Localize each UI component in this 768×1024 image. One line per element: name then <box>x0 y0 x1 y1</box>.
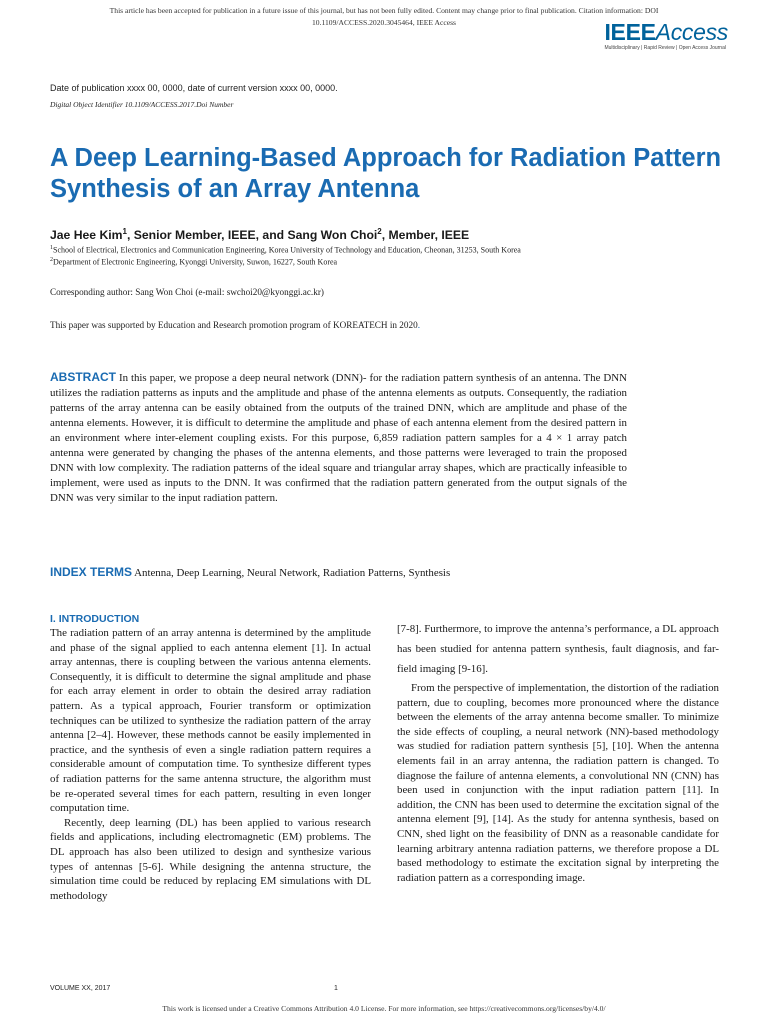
license-notice: This work is licensed under a Creative Commons Attribution 4.0 License. For more information, see https://creativecommons.org/licenses/by/4.0/ <box>162 1004 606 1013</box>
affiliation-1-sup: 1 <box>50 245 53 251</box>
notice-line-2: 10.1109/ACCESS.2020.3045464, IEEE Access <box>312 18 456 27</box>
index-terms-label: INDEX TERMS <box>50 565 133 579</box>
doi-line: Digital Object Identifier 10.1109/ACCESS.2017.Doi Number <box>50 100 234 109</box>
corresponding-author: Corresponding author: Sang Won Choi (e-mail: swchoi20@kyonggi.ac.kr) <box>50 287 324 297</box>
abstract-label: ABSTRACT <box>50 370 116 384</box>
intro-paragraph-1: The radiation pattern of an array antenna is determined by the amplitude and phase of the signal applied to each antenna element [1]. In actual array antennas, there is coupling between the various antenna elements. Consequently, it is difficult to determine the signal amplitude and phase for each array element in order to obtain the desired array radiation pattern. As a typical approach, Fourier transform or optimization techniques can be utilized to synthesize the radiation pattern of the array antenna [2–4]. However, these methods cannot be easily implemented in practice, and the synthesis of even a single radiation pattern requires a considerable amount of computation time. To synthesize different types of radiation patterns for the same antenna structure, the algorithm must be re-operated several times for each pattern, resulting in even longer computation time. <box>50 627 371 815</box>
funding-text: This paper was supported by Education and Research promotion program of KOREATECH in 2020 <box>50 320 418 330</box>
journal-name-italic: Access <box>655 19 728 45</box>
page-number: 1 <box>334 985 338 992</box>
intro-paragraph-4: From the perspective of implementation, the distortion of the radiation pattern, due to coupling, becomes more pronounced where the distance between the elements of the array antenna become smaller. To minimize the side effects of coupling, a neural network (NN)-based methodology was studied for radiation pattern synthesis [5], [10]. When the antenna elements fail in an array antenna, the radiation pattern is changed. To diagnose the failure of antenna elements, a convolutional NN (CNN) has been used in conjunction with the input radiation pattern [11]. In addition, the CNN has been used to determine the excitation signal of the antenna element [9], [14]. As the study for antenna synthesis, based on CNN, shed light on the feasibility of DNN as a reasonable candidate for learning arbitrary antenna radiation patterns, we therefore propose a DL based methodology to estimate the excitation signal by interpreting the radiation pattern as a corresponding image. <box>397 682 719 884</box>
author-2-suffix: , Member, IEEE <box>381 228 470 243</box>
funding-statement <box>50 320 420 330</box>
notice-line-1: This article has been accepted for publication in a future issue of this journal, but has not been fully edited. Content may change prior to final publication. Citation information: DOI <box>109 6 659 15</box>
left-column <box>50 612 371 903</box>
author-1-suffix: , Senior Member, IEEE, and Sang Won Choi <box>126 228 378 243</box>
abstract <box>50 370 627 506</box>
journal-name <box>604 20 728 44</box>
publication-date: Date of publication xxxx 00, 0000, date of current version xxxx 00, 0000. <box>50 83 338 93</box>
index-terms-text: Antenna, Deep Learning, Neural Network, Radiation Patterns, Synthesis <box>134 567 451 579</box>
author-line <box>50 227 469 242</box>
intro-paragraph-2: Recently, deep learning (DL) has been applied to various research fields and applications, including electromagnetic (EM) problems. The DL approach has also been utilized to design and synthesize various types of antennas [5-6]. While designing the antenna structure, the simulation time could be reduced by replacing EM simulations with DL methodology <box>50 816 371 902</box>
author-1: Jae Hee Kim <box>50 228 123 243</box>
intro-paragraph-3: [7-8]. Furthermore, to improve the antenna’s performance, a DL approach has been studied for antenna pattern synthesis, fault diagnosis, and far-field imaging [9-16]. <box>397 623 719 675</box>
affiliation-1 <box>50 243 521 256</box>
journal-logo <box>604 20 728 51</box>
affiliation-2 <box>50 255 337 268</box>
funding-period: . <box>417 320 420 330</box>
paper-title: A Deep Learning-Based Approach for Radiation Pattern Synthesis of an Array Antenna <box>50 144 722 203</box>
section-heading-introduction: I. INTRODUCTION <box>50 613 140 625</box>
right-column <box>397 619 719 885</box>
affiliation-2-text: Department of Electronic Engineering, Kyonggi University, Suwon, 16227, South Korea <box>53 257 338 267</box>
journal-name-bold: IEEE <box>604 19 656 45</box>
affiliation-2-sup: 2 <box>50 257 53 263</box>
journal-tagline: Multidisciplinary | Rapid Review | Open Access Journal <box>604 45 726 51</box>
index-terms <box>50 565 650 579</box>
affiliation-1-text: School of Electrical, Electronics and Communication Engineering, Korea University of Technology and Education, Cheonan, 31253, South Korea <box>53 245 521 255</box>
abstract-text: In this paper, we propose a deep neural network (DNN)- for the radiation pattern synthesis of an antenna. The DNN utilizes the radiation patterns as inputs and the amplitude and phase of the antenna elements as outputs. Consequently, the radiation patterns of the array antenna can be easily obtained from the outputs of the trained DNN, which are amplitude and phase of the antenna elements. However, it is difficult to determine the amplitude and phase of each antenna element from the desired pattern in an environment where inter-element coupling exists. For this purpose, 6,859 radiation pattern samples for a 4 × 1 array patch antenna were generated by changing the phases of the antenna elements, and those patterns were leveraged to train the proposed DNN with low complexity. The radiation patterns of the ideal square and triangular array shapes, which are practically infeasible to implement, were used as inputs to the DNN. It was confirmed that the radiation pattern generated from the output signals of the DNN was very similar to the input radiation pattern. <box>50 372 627 504</box>
author-2-sup: 2 <box>377 227 382 236</box>
volume-label: VOLUME XX, 2017 <box>50 985 111 992</box>
author-1-sup: 1 <box>122 227 127 236</box>
